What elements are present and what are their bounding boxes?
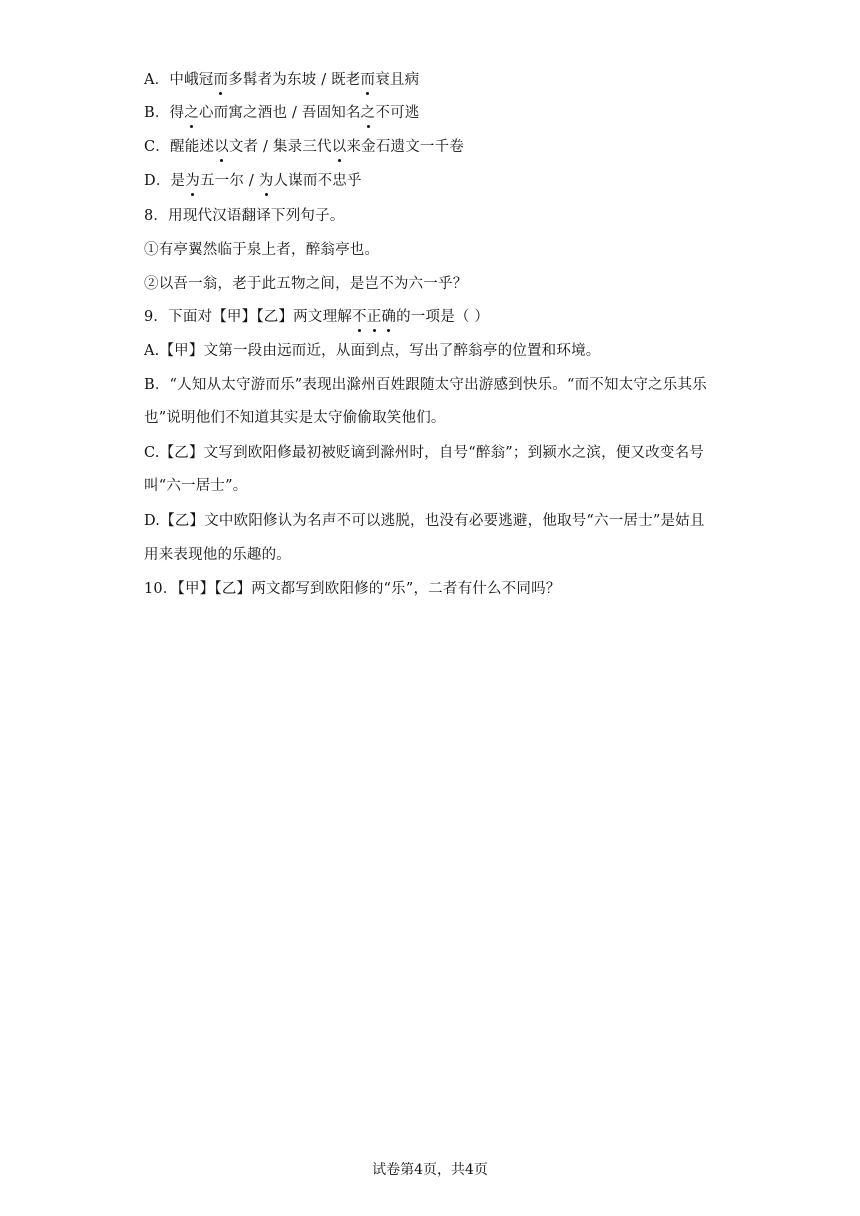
- q8-item-2: ②以吾一翁，老于此五物之间，是岂不为六一乎？: [144, 276, 468, 292]
- q9-option-c-line-2: 叫“六一居士”。: [144, 478, 248, 494]
- option-text: A．中峨冠: [144, 72, 214, 88]
- emphasis-char: 为: [258, 173, 274, 189]
- q7-option-a: [144, 70, 419, 90]
- option-text: 五一尔 /: [199, 173, 259, 189]
- stem-text: 9．下面对【甲】【乙】两文理解: [144, 309, 352, 325]
- emphasis-char: 而: [213, 72, 229, 88]
- emphasis-char: 之: [184, 105, 199, 121]
- option-text: 心而寓之酒也 / 吾固知名: [198, 105, 361, 121]
- emphasis-char: 以: [214, 139, 229, 155]
- option-text: C．醒能述: [144, 139, 215, 155]
- stem-text: 的一项是（ ）: [396, 309, 490, 325]
- q8-stem: 8．用现代汉语翻译下列句子。: [144, 208, 345, 224]
- emphasis-char: 不: [351, 309, 367, 325]
- q7-option-b: [144, 103, 419, 123]
- emphasis-char: 正: [366, 309, 382, 325]
- q9-option-a: A.【甲】文第一段由远而近，从面到点，写出了醉翁亭的位置和环境。: [144, 343, 601, 359]
- emphasis-char: 以: [331, 139, 347, 155]
- emphasis-char: 之: [360, 105, 376, 121]
- emphasis-char: 确: [381, 309, 397, 325]
- q8-item-1: ①有亭翼然临于泉上者，醉翁亭也。: [144, 242, 380, 258]
- q7-option-c: [144, 137, 464, 157]
- option-text: 衰且病: [375, 72, 420, 88]
- q9-stem: [144, 307, 489, 327]
- option-text: 来金石遗文一千卷: [346, 139, 465, 155]
- option-text: D．是: [144, 173, 186, 189]
- q9-option-d-line-1: D.【乙】文中欧阳修认为名声不可以逃脱，也没有必要逃避，他取号“六一居士”是姑且: [144, 513, 705, 529]
- page-footer: 试卷第4页，共4页: [372, 1162, 488, 1178]
- q9-option-d-line-2: 用来表现他的乐趣的。: [144, 547, 291, 563]
- option-text: 人谋而不忠乎: [273, 173, 362, 189]
- option-text: 不可逃: [375, 105, 420, 121]
- q7-option-d: [144, 171, 362, 191]
- emphasis-char: 为: [185, 173, 200, 189]
- option-text: 文者 / 集录三代: [228, 139, 332, 155]
- q9-option-b-line-2: 也”说明他们不知道其实是太守偷偷取笑他们。: [144, 410, 446, 426]
- q10-stem: 10．【甲】【乙】两文都写到欧阳修的“乐”，二者有什么不同吗？: [144, 581, 561, 597]
- q9-option-c-line-1: C.【乙】文写到欧阳修最初被贬谪到滁州时，自号“醉翁”；到颍水之滨，便又改变名号: [144, 445, 705, 461]
- emphasis-char: 而: [360, 72, 376, 88]
- q9-option-b-line-1: B．“人知从太守游而乐”表现出滁州百姓跟随太守出游感到快乐。“而不知太守之乐其乐: [144, 377, 707, 393]
- option-text: 多髯者为东坡 / 既老: [228, 72, 361, 88]
- option-text: B．得: [144, 105, 185, 121]
